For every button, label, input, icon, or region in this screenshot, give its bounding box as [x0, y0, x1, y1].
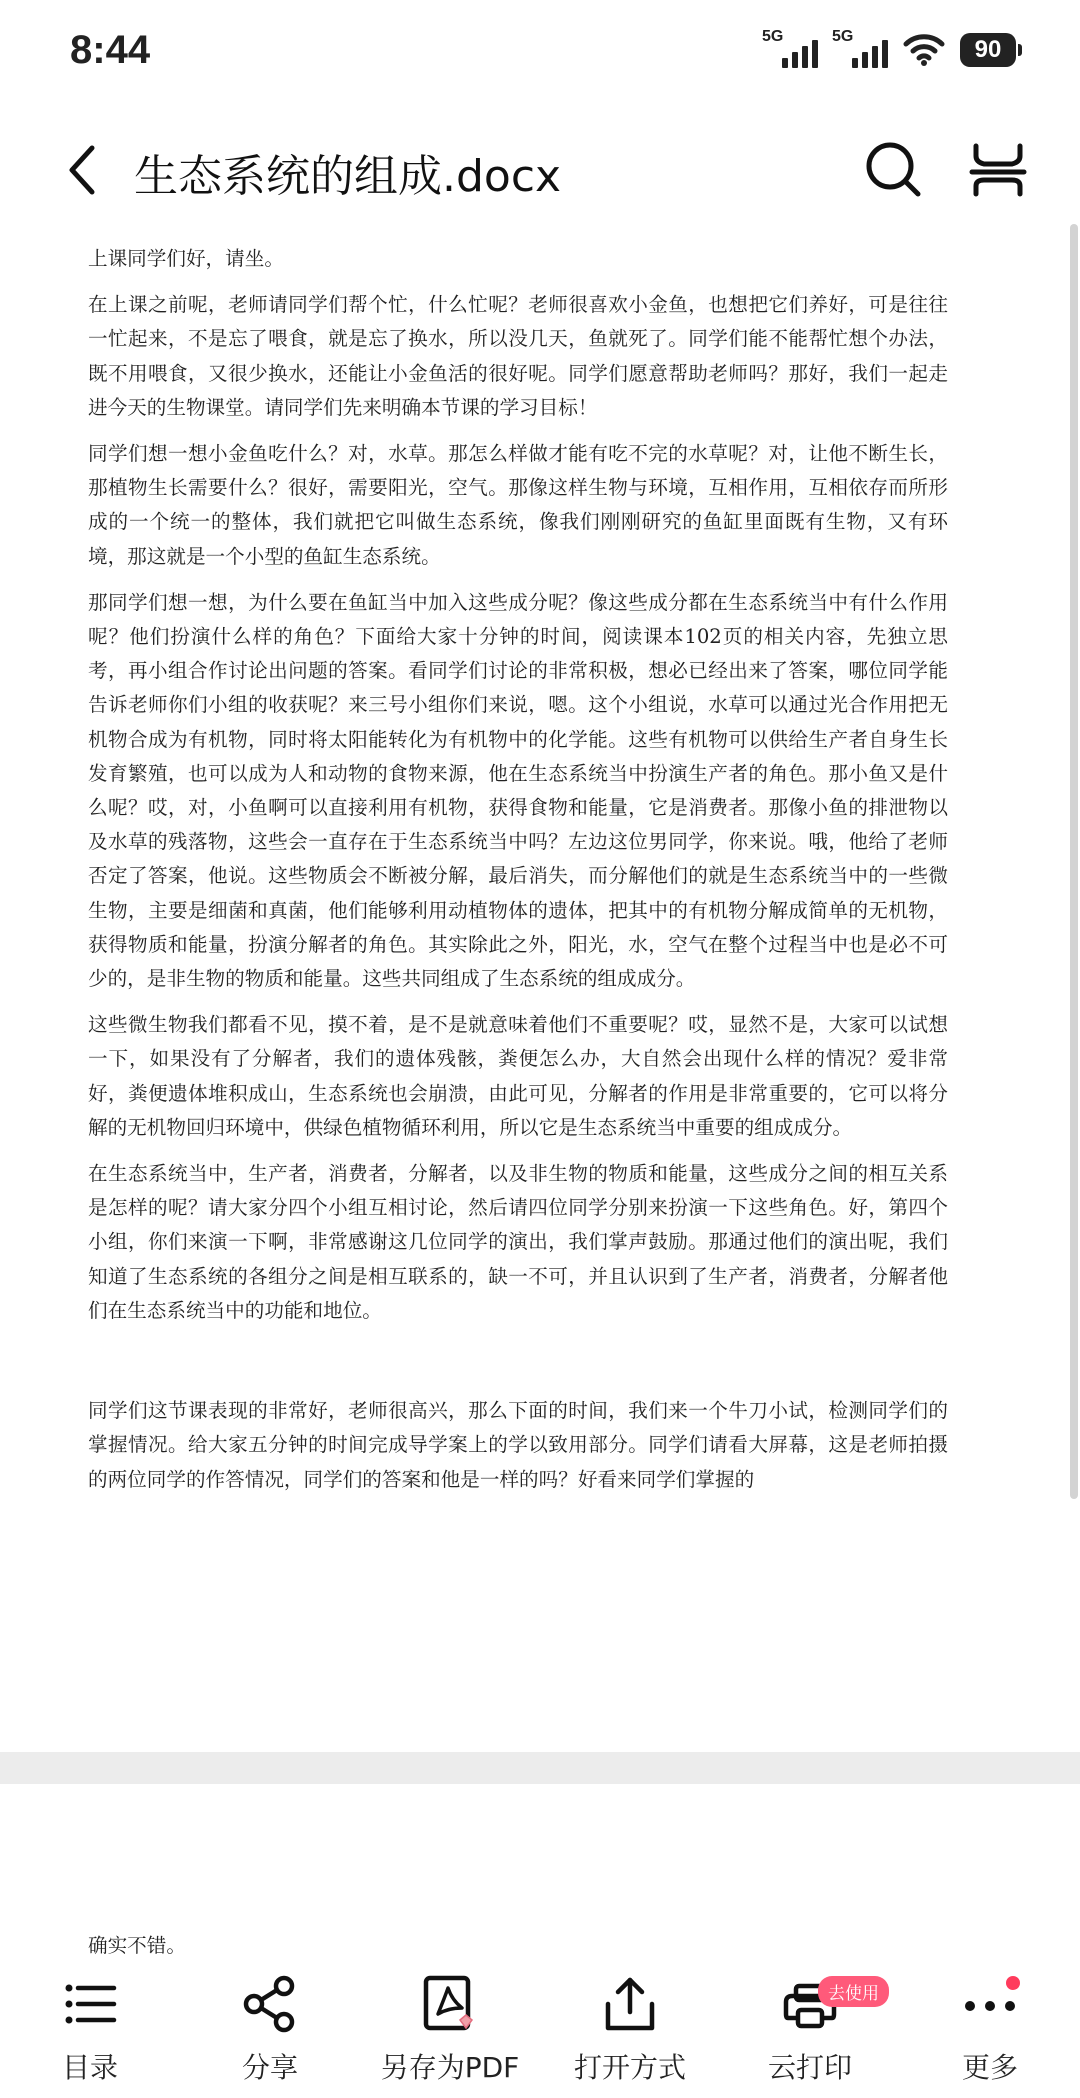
toolbar-label: 另存为PDF: [380, 2051, 520, 2084]
share-icon: [240, 1974, 300, 2034]
paragraph: 上课同学们好，请坐。: [88, 247, 284, 270]
document-title: 生态系统的组成.docx: [134, 151, 562, 202]
status-bar: [0, 0, 1080, 100]
battery-indicator: 90: [960, 33, 1016, 67]
document-page[interactable]: [0, 224, 1080, 1749]
network-type-label-2: 5G: [832, 28, 854, 45]
toolbar-share-button[interactable]: [200, 1970, 340, 2098]
chevron-left-icon[interactable]: [56, 138, 116, 202]
toolbar-open-with-button[interactable]: [560, 1970, 700, 2098]
toolbar-label: 分享: [241, 2051, 298, 2084]
toolbar-label: 云打印: [767, 2051, 852, 2084]
paragraph: 在生态系统当中，生产者，消费者，分解者，以及非生物的物质和能量，这些成分之间的相互关系是怎样的呢？请大家分四个小组互相讨论，然后请四位同学分别来扮演一下这些角色。好，第四个小组，你们来演一下啊，非常感谢这几位同学的演出，我们掌声鼓励。那通过他们的演出呢，我们知道了生态系统的各组分之间是相互联系的，缺一不可，并且认识到了生产者，消费者，分解者他们在生态系统当中的功能和地位。: [88, 1162, 948, 1322]
toolbar-contents-button[interactable]: [20, 1970, 160, 2098]
cellular-signal-icon: [762, 30, 818, 70]
status-icons: [762, 30, 1016, 70]
page-separator: [0, 1752, 1080, 1784]
paragraph: 这些微生物我们都看不见，摸不着，是不是就意味着他们不重要呢？哎，显然不是，大家可以试想一下，如果没有了分解者，我们的遗体残骸，粪便怎么办，大自然会出现什么样的情况？爱非常好，粪便遗体堆积成山，生态系统也会崩溃，由此可见，分解者的作用是非常重要的，它可以将分解的无机物回归环境中，供绿色植物循环利用，所以它是生态系统当中重要的组成成分。: [88, 1013, 948, 1139]
search-icon[interactable]: [862, 138, 926, 202]
document-text: [88, 242, 948, 1509]
paragraph: 在上课之前呢，老师请同学们帮个忙，什么忙呢？老师很喜欢小金鱼，也想把它们养好，可是往往一忙起来，不是忘了喂食，就是忘了换水，所以没几天，鱼就死了。同学们能不能帮忙想个办法，既不用喂食，又很少换水，还能让小金鱼活的很好呢。同学们愿意帮助老师吗？那好，我们一起走进今天的生物课堂。请同学们先来明确本节课的学习目标！: [88, 293, 948, 419]
pdf-icon: [420, 1974, 480, 2034]
list-icon: [60, 1974, 120, 2034]
toolbar-label: 打开方式: [573, 2051, 686, 2084]
upload-icon: [600, 1974, 660, 2034]
toolbar-more-button[interactable]: [920, 1970, 1060, 2098]
toolbar-label: 目录: [61, 2051, 118, 2084]
status-time: 8:44: [70, 28, 151, 72]
cloud-print-badge: 去使用: [818, 1976, 889, 2007]
notification-dot: [1006, 1976, 1020, 1990]
document-page-2[interactable]: [0, 1784, 1080, 1970]
cellular-signal-icon-2: [832, 30, 888, 70]
network-type-label: 5G: [762, 28, 784, 45]
fold-icon[interactable]: [966, 138, 1030, 202]
document-header: [0, 120, 1080, 220]
paragraph: 同学们这节课表现的非常好，老师很高兴，那么下面的时间，我们来一个牛刀小试，检测同学们的掌握情况。给大家五分钟的时间完成导学案上的学以致用部分。同学们请看大屏幕，这是老师拍摄的两位同学的作答情况，同学们的答案和他是一样的吗？好看来同学们掌握的: [88, 1399, 948, 1491]
wifi-icon: [902, 32, 946, 68]
paragraph: 那同学们想一想，为什么要在鱼缸当中加入这些成分呢？像这些成分都在生态系统当中有什么作用呢？他们扮演什么样的角色？下面给大家十分钟的时间，阅读课本102页的相关内容，先独立思考，再小组合作讨论出问题的答案。看同学们讨论的非常积极，想必已经出来了答案，哪位同学能告诉老师你们小组的收获呢？来三号小组你们来说，嗯。这个小组说，水草可以通过光合作用把无机物合成为有机物，同时将太阳能转化为有机物中的化学能。这些有机物可以供给生产者自身生长发育繁殖，也可以成为人和动物的食物来源，他在生态系统当中扮演生产者的角色。那小鱼又是什么呢？哎，对，小鱼啊可以直接利用有机物，获得食物和能量，它是消费者。那像小鱼的排泄物以及水草的残落物，这些会一直存在于生态系统当中吗？左边这位男同学，你来说。哦，他给了老师否定了答案，他说。这些物质会不断被分解，最后消失，而分解他们的就是生态系统当中的一些微生物，主要是细菌和真菌，他们能够利用动植物体的遗体，把其中的有机物分解成简单的无机物，获得物质和能量，扮演分解者的角色。其实除此之外，阳光，水，空气在整个过程当中也是必不可少的，是非生物的物质和能量。这些共同组成了生态系统的组成成分。: [88, 590, 948, 991]
page2-paragraph: 确实不错。: [88, 1934, 186, 1957]
toolbar-save-pdf-button[interactable]: [380, 1970, 520, 2098]
paragraph: 同学们想一想小金鱼吃什么？对，水草。那怎么样做才能有吃不完的水草呢？对，让他不断生长，那植物生长需要什么？很好，需要阳光，空气。那像这样生物与环境，互相作用，互相依存而所形成的一个统一的整体，我们就把它叫做生态系统，像我们刚刚研究的鱼缸里面既有生物，又有环境，那这就是一个小型的鱼缸生态系统。: [88, 442, 948, 568]
scrollbar[interactable]: [1070, 224, 1078, 1499]
bottom-toolbar: [0, 1970, 1080, 2098]
toolbar-label: 更多: [961, 2051, 1018, 2084]
